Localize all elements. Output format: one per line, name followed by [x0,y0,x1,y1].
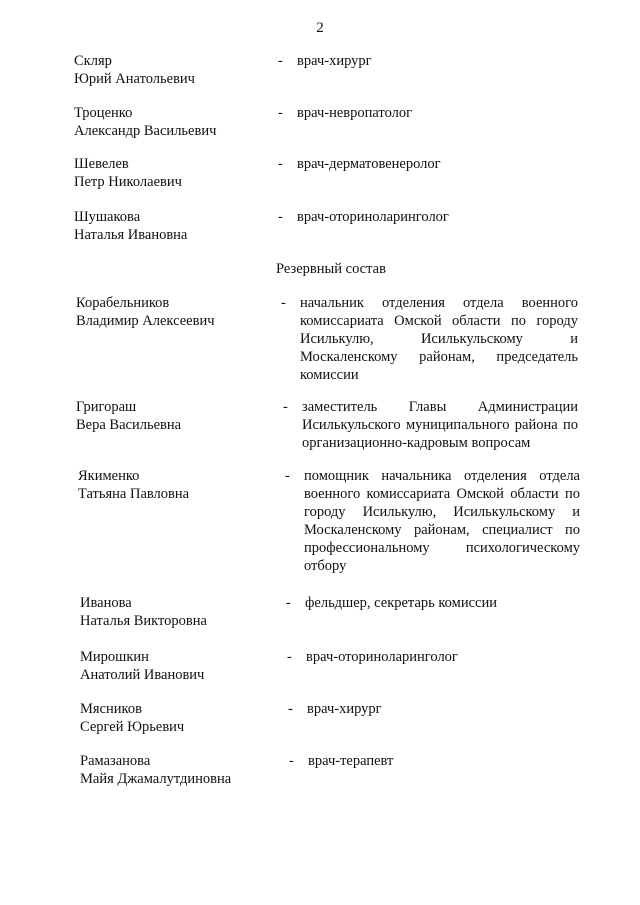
dash-separator: - [278,156,283,172]
dash-separator: - [289,753,294,769]
member-surname: Рамазанова [80,753,151,769]
dash-separator: - [283,399,288,415]
member-surname: Корабельников [76,295,170,311]
member-role: фельдшер, секретарь комиссии [305,595,497,611]
member-surname: Григораш [76,399,137,415]
member-surname: Шевелев [74,156,129,172]
member-name [80,648,280,684]
member-surname: Шушакова [74,209,141,225]
member-surname: Якименко [78,468,140,484]
member-name [80,752,280,788]
dash-separator: - [278,105,283,121]
member-role: врач-терапевт [308,753,394,769]
dash-separator: - [287,649,292,665]
member-role: заместитель Главы Администрации Исилькульского муниципального района по организационно-кадровым вопросам [302,399,578,451]
member-surname: Троценко [74,105,133,121]
dash-separator: - [278,209,283,225]
member-given-names: Сергей Юрьевич [80,719,185,735]
dash-separator: - [285,468,290,484]
member-surname: Иванова [80,595,132,611]
member-surname: Мясников [80,701,142,717]
member-given-names: Юрий Анатольевич [74,71,195,87]
dash-separator: - [286,595,291,611]
member-name [76,294,276,330]
member-given-names: Владимир Алексеевич [76,313,215,329]
member-given-names: Наталья Викторовна [80,613,207,629]
member-name [74,155,274,191]
member-given-names: Майя Джамалутдиновна [80,771,232,787]
member-role: врач-невропатолог [297,105,413,121]
member-surname: Мирошкин [80,649,149,665]
member-role: помощник начальника отделения отдела военного комиссариата Омской области по городу Исилькулю, Исилькульскому и Москаленскому районам, специалист по профессиональному психологическому отбору [304,468,580,574]
member-given-names: Петр Николаевич [74,174,182,190]
member-given-names: Анатолий Иванович [80,667,205,683]
member-given-names: Наталья Ивановна [74,227,188,243]
member-role: врач-оториноларинголог [297,209,449,225]
member-name [74,52,274,88]
member-name [74,208,274,244]
member-role: врач-хирург [297,53,372,69]
member-role: врач-хирург [307,701,382,717]
member-surname: Скляр [74,53,112,69]
member-role: врач-дерматовенеролог [297,156,441,172]
member-name [76,398,276,434]
member-name [80,594,280,630]
dash-separator: - [278,53,283,69]
dash-separator: - [281,295,286,311]
reserve-section-title: Резервный состав [276,261,386,277]
member-name [78,467,278,503]
member-role: врач-оториноларинголог [306,649,458,665]
member-name [80,700,280,736]
dash-separator: - [288,701,293,717]
member-given-names: Татьяна Павловна [78,486,190,502]
member-role: начальник отделения отдела военного комиссариата Омской области по городу Исилькулю, Исилькульскому и Москаленскому районам, председатель комиссии [300,295,578,383]
member-given-names: Вера Васильевна [76,417,182,433]
member-given-names: Александр Васильевич [74,123,217,139]
page-number: 2 [316,20,324,36]
member-name [74,104,274,140]
